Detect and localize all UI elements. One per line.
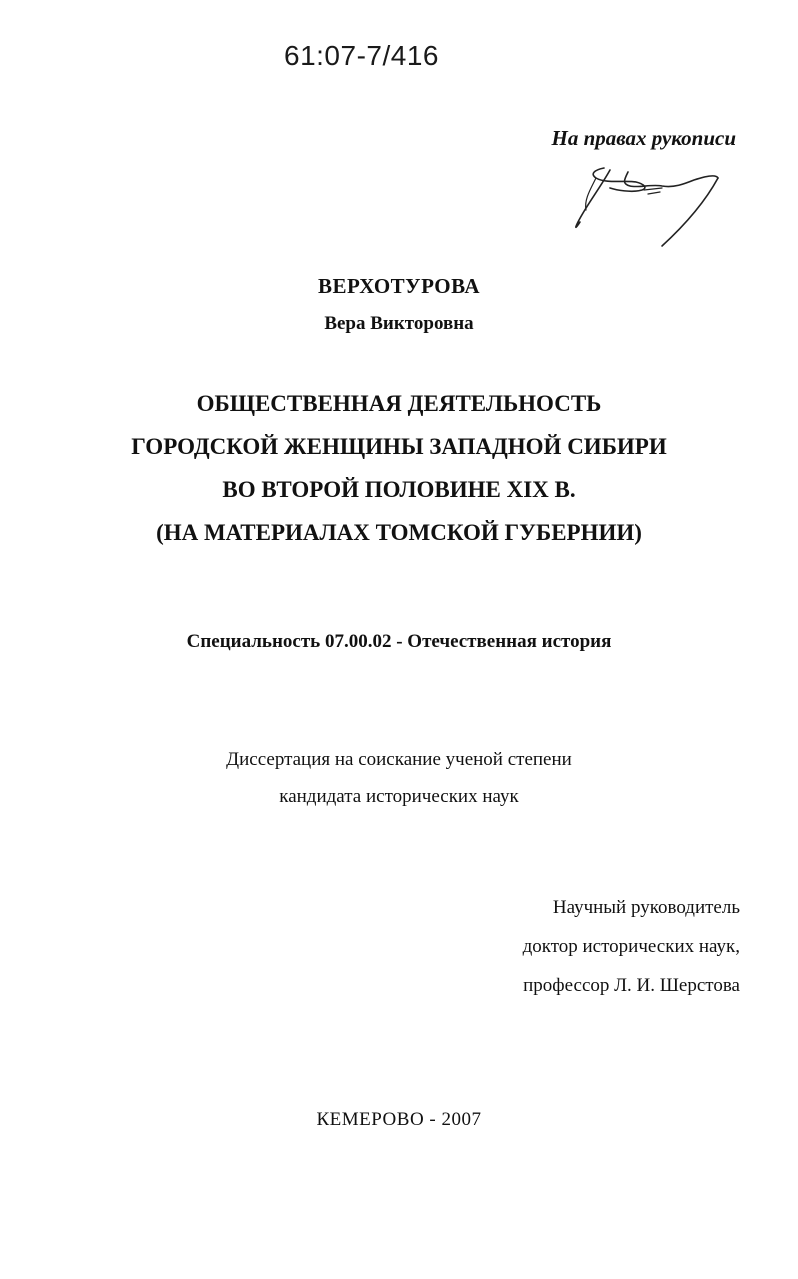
degree-line: кандидата исторических наук (279, 786, 519, 807)
title-line: ОБЩЕСТВЕННАЯ ДЕЯТЕЛЬНОСТЬ (196, 391, 602, 416)
supervisor-line: доктор исторических наук, (522, 936, 740, 957)
city-year: КЕМЕРОВО - 2007 (316, 1109, 482, 1130)
degree-statement (0, 741, 798, 815)
catalog-code: 61:07-7/416 (284, 40, 439, 71)
author-surname: ВЕРХОТУРОВА (318, 274, 480, 298)
handwritten-signature (566, 160, 726, 250)
supervisor-line: профессор Л. И. Шерстова (523, 975, 740, 996)
rights-note: На правах рукописи (551, 126, 736, 150)
title-line: ГОРОДСКОЙ ЖЕНЩИНЫ ЗАПАДНОЙ СИБИРИ (131, 434, 667, 459)
supervisor-block (523, 888, 740, 1005)
title-line: (НА МАТЕРИАЛАХ ТОМСКОЙ ГУБЕРНИИ) (156, 520, 642, 545)
dissertation-title (0, 382, 798, 554)
degree-line: Диссертация на соискание ученой степени (226, 749, 572, 770)
supervisor-line: Научный руководитель (552, 897, 740, 918)
title-line: ВО ВТОРОЙ ПОЛОВИНЕ XIX В. (222, 477, 576, 502)
author-given-names: Вера Викторовна (324, 313, 474, 334)
specialty: Специальность 07.00.02 - Отечественная история (186, 631, 612, 652)
